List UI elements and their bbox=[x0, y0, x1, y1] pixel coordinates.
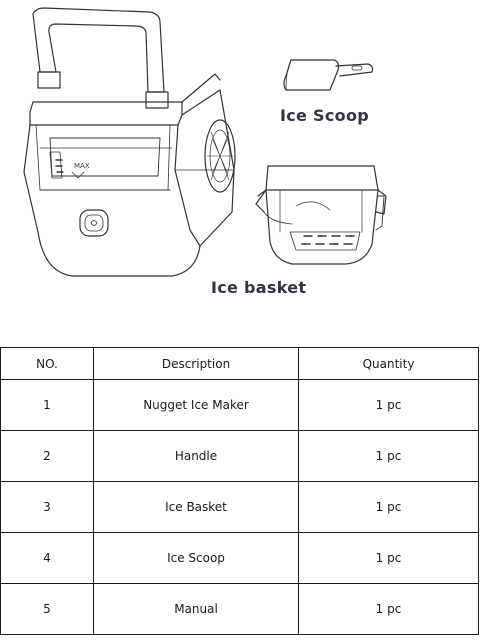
ice-basket-illustration bbox=[256, 166, 386, 264]
cell-description: Manual bbox=[94, 584, 299, 635]
header-quantity: Quantity bbox=[299, 348, 479, 380]
max-mark: MAX bbox=[74, 162, 90, 170]
ice-basket-label: Ice basket bbox=[211, 278, 307, 297]
cell-no: 1 bbox=[1, 380, 94, 431]
cell-quantity: 1 pc bbox=[299, 482, 479, 533]
ice-scoop-label: Ice Scoop bbox=[280, 106, 370, 125]
cell-description: Ice Scoop bbox=[94, 533, 299, 584]
table-header-row bbox=[1, 348, 479, 380]
table-row bbox=[1, 482, 479, 533]
cell-quantity: 1 pc bbox=[299, 533, 479, 584]
cell-quantity: 1 pc bbox=[299, 431, 479, 482]
parts-list-table bbox=[0, 347, 479, 635]
ice-maker-illustration bbox=[24, 8, 235, 276]
cell-quantity: 1 pc bbox=[299, 584, 479, 635]
table-row bbox=[1, 431, 479, 482]
cell-no: 2 bbox=[1, 431, 94, 482]
table-row bbox=[1, 584, 479, 635]
table-row bbox=[1, 533, 479, 584]
parts-illustrations bbox=[0, 0, 481, 310]
ice-scoop-illustration bbox=[284, 60, 373, 90]
cell-no: 5 bbox=[1, 584, 94, 635]
header-description: Description bbox=[94, 348, 299, 380]
cell-description: Ice Basket bbox=[94, 482, 299, 533]
header-no: NO. bbox=[1, 348, 94, 380]
cell-no: 4 bbox=[1, 533, 94, 584]
cell-quantity: 1 pc bbox=[299, 380, 479, 431]
cell-description: Nugget Ice Maker bbox=[94, 380, 299, 431]
table-row bbox=[1, 380, 479, 431]
cell-description: Handle bbox=[94, 431, 299, 482]
cell-no: 3 bbox=[1, 482, 94, 533]
parts-illustration-svg bbox=[0, 0, 481, 310]
